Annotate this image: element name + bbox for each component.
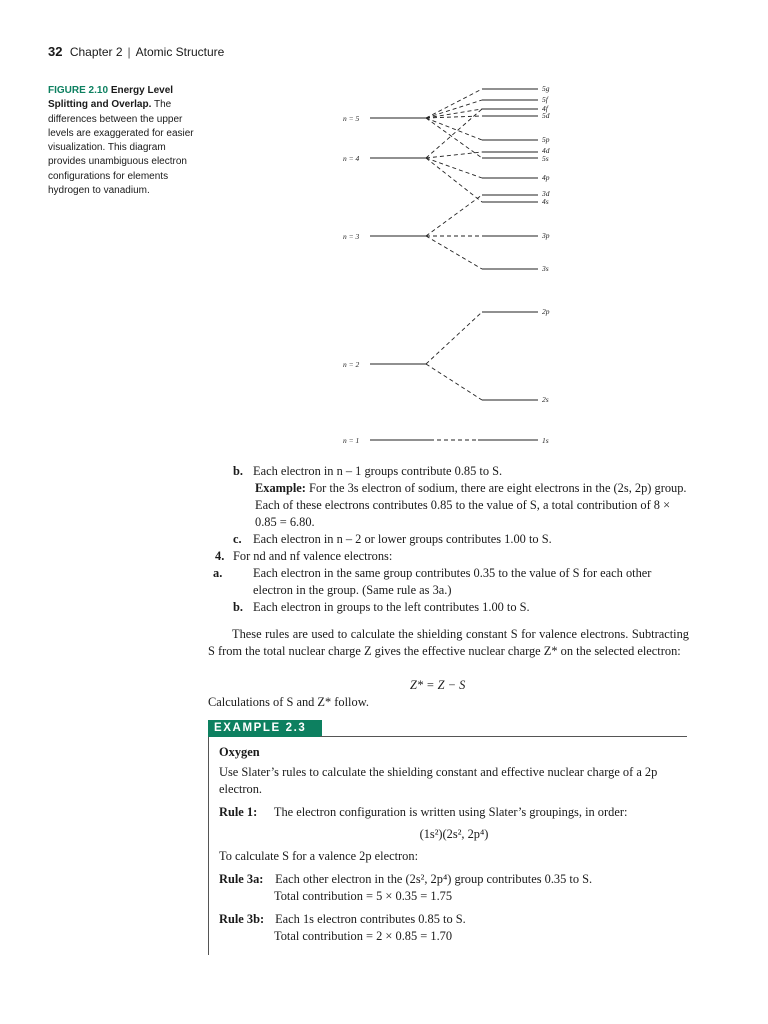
orbital-label-4s: 4s [542, 197, 549, 206]
orbital-label-5p: 5p [542, 135, 550, 144]
rule3b-ex-text: Each 1s electron contributes 0.85 to S. [275, 912, 466, 926]
orbital-label-5s: 5s [542, 154, 549, 163]
rule3a-total: Total contribution = 5 × 0.35 = 1.75 [274, 889, 453, 903]
example-body [219, 744, 689, 945]
rule4a [215, 565, 689, 599]
rule4a-letter: a. [213, 566, 223, 580]
running-header [48, 44, 224, 59]
calc-intro: To calculate S for a valence 2p electron: [219, 849, 419, 863]
orbital-label-3p: 3p [542, 231, 550, 240]
figure-label: FIGURE 2.10 [48, 85, 109, 96]
rule3b-tag: Rule 3b: [219, 912, 265, 926]
example-rule3b [219, 911, 689, 928]
shielding-paragraph: These rules are used to calculate the shielding constant S for valence electrons. Subtracting S from the total nuclear charge Z gives the effective nuclear charge Z* on the selected electron: [208, 627, 689, 658]
example-intro: Use Slater’s rules to calculate the shielding constant and effective nuclear charge of a 2p electron. [219, 765, 658, 796]
orbital-label-1s: 1s [542, 436, 549, 445]
level-label-n5: n = 5 [343, 114, 360, 123]
rule3b [233, 463, 689, 480]
example-left-rule [208, 737, 209, 955]
energy-level-diagram [330, 82, 560, 450]
level-label-n1: n = 1 [343, 436, 360, 445]
rule3a-text: Each other electron in the (2s², 2p⁴) group contributes 0.35 to S. [275, 872, 593, 886]
rule3c-letter: c. [233, 532, 242, 546]
example-rule3a [219, 871, 689, 888]
example-title: Oxygen [219, 745, 260, 759]
example-rule1 [219, 804, 689, 821]
figure-caption [48, 84, 198, 198]
orbital-label-4f: 4f [542, 104, 548, 113]
electron-configuration: (1s²)(2s², 2p⁴) [419, 827, 489, 841]
header-divider: | [127, 45, 131, 59]
rule3b-example [233, 480, 689, 531]
rule3c-text: Each electron in n – 2 or lower groups contributes 1.00 to S. [253, 532, 552, 546]
orbital-label-2s: 2s [542, 395, 549, 404]
rule4-heading [215, 548, 689, 565]
rule3b-letter: b. [233, 464, 243, 478]
example-header: EXAMPLE 2.3 [208, 720, 322, 737]
orbital-label-3d: 3d [542, 189, 550, 198]
orbital-label-4p: 4p [542, 173, 550, 182]
rule3-continued [233, 463, 689, 548]
section-label: Atomic Structure [135, 45, 225, 59]
level-label-n4: n = 4 [343, 154, 360, 163]
example-label: Example: [255, 481, 306, 495]
orbital-label-5d: 5d [542, 111, 550, 120]
rule3c [233, 531, 689, 548]
energy-level-svg [330, 82, 560, 450]
orbital-label-4d: 4d [542, 146, 550, 155]
rule4 [215, 548, 689, 616]
chapter-label: Chapter 2 [69, 45, 123, 59]
orbital-label-3s: 3s [542, 264, 549, 273]
rule4-number: 4. [215, 549, 225, 563]
figure-caption-text: The differences between the upper levels are exaggerated for easier visualization. This diagram provides unambiguous electron configurations for elements hydrogen to vanadium. [48, 99, 194, 197]
figure-title: Energy Level Splitting and Overlap. [48, 85, 174, 111]
rule4b [215, 599, 689, 616]
orbital-label-5f: 5f [542, 95, 548, 104]
orbital-label-2p: 2p [542, 307, 550, 316]
example-text: For the 3s electron of sodium, there are eight electrons in the (2s, 2p) group. Each of these electrons contributes 0.85 to the value of S, a total contribution of 8 × 0.85 = 6.80. [255, 481, 687, 529]
rule3b-total: Total contribution = 2 × 0.85 = 1.70 [274, 929, 453, 943]
rule4a-text: Each electron in the same group contributes 0.35 to the value of S for each other electron in the group. (Same rule as 3a.) [253, 566, 652, 597]
level-label-n3: n = 3 [343, 232, 360, 241]
calculations-line: Calculations of S and Z* follow. [208, 695, 369, 709]
example-top-rule [320, 736, 687, 737]
level-label-n2: n = 2 [343, 360, 360, 369]
rule4-text: For nd and nf valence electrons: [233, 549, 393, 563]
effective-charge-equation: Z* = Z − S [410, 678, 466, 692]
rule3b-text: Each electron in n – 1 groups contribute 0.85 to S. [253, 464, 503, 478]
orbital-label-5g: 5g [542, 84, 550, 93]
rule4b-letter: b. [233, 600, 243, 614]
rule3a-tag: Rule 3a: [219, 872, 264, 886]
page-number: 32 [48, 44, 63, 59]
rule1-text: The electron configuration is written using Slater’s groupings, in order: [273, 805, 628, 819]
rule4b-text: Each electron in groups to the left contributes 1.00 to S. [253, 600, 530, 614]
rule1-tag: Rule 1: [219, 805, 258, 819]
